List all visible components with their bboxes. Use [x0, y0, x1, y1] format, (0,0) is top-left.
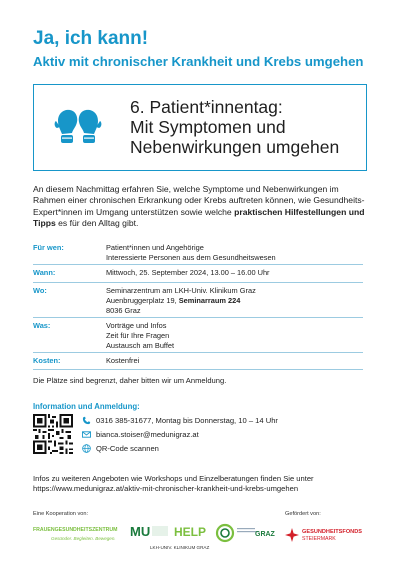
detail-value: Mittwoch, 25. September 2024, 13.00 – 16.00 Uhr	[106, 268, 270, 277]
intro-text: An diesem Nachmittag erfahren Sie, welche Symptome und Nebenwirkungen im Rahmen einer chronischen Erkrankung oder Krebs auftreten können, wie Gesundheits-Expert*innen im Umgang unterstützen sowie welche	[33, 184, 365, 217]
event-title	[130, 97, 339, 157]
mail-icon	[82, 430, 91, 439]
intro-bold: praktischen Hilfestellungen und Tipps	[33, 206, 365, 229]
logo-text: STEIERMARK	[302, 536, 336, 542]
more-info	[33, 474, 378, 494]
divider	[33, 369, 363, 370]
gesundheitsfonds-logo	[285, 522, 377, 550]
divider	[33, 282, 363, 283]
logo-tagline: Gesünder. Begleiten. Bewegen.	[51, 536, 116, 541]
event-box	[33, 84, 367, 171]
phone-icon	[82, 416, 91, 425]
detail-room: Seminarraum 224	[178, 296, 241, 306]
contact-email[interactable]	[82, 430, 199, 439]
more-info-link[interactable]: https://www.medunigraz.at/aktiv-mit-chronischer-krankheit-und-krebs-umgehen	[33, 484, 299, 493]
frauengesundheitszentrum-logo	[33, 522, 125, 550]
email-text: bianca.stoiser@medunigraz.at	[96, 430, 199, 439]
qr-code[interactable]	[33, 414, 73, 454]
detail-label: Was:	[33, 321, 51, 330]
contact-qr[interactable]	[82, 444, 159, 453]
detail-line	[106, 296, 366, 306]
lkh-klinikum-logo	[130, 522, 210, 550]
detail-value	[106, 243, 366, 263]
globe-icon	[82, 444, 91, 453]
detail-label: Wo:	[33, 286, 47, 295]
detail-label: Kosten:	[33, 356, 61, 365]
event-title-line: Mit Symptomen und	[130, 117, 286, 137]
intro-paragraph	[33, 184, 373, 230]
event-title-line: 6. Patient*innentag:	[130, 97, 283, 117]
ccc-graz-logo	[215, 522, 280, 550]
divider	[33, 264, 363, 265]
divider	[33, 352, 363, 353]
detail-value	[106, 321, 366, 352]
funding-label: Gefördert von:	[285, 511, 321, 517]
logo-text: LKH-UNIV. KLINIKUM GRAZ	[150, 545, 210, 550]
contact-phone[interactable]	[82, 416, 278, 425]
logo-text: GESUNDHEITSFONDS	[302, 529, 362, 535]
contact-heading: Information und Anmeldung:	[33, 402, 140, 411]
detail-line: 8036 Graz	[106, 306, 141, 316]
intro-tail: es für den Alltag gibt.	[55, 218, 139, 229]
page-subtitle: Aktiv mit chronischer Krankheit und Krebs umgehen	[33, 54, 364, 69]
cooperation-label: Eine Kooperation von:	[33, 511, 89, 517]
detail-line: Austausch am Buffet	[106, 341, 175, 351]
detail-line: Patient*innen und Angehörige	[106, 243, 204, 252]
svg-text:HELP: HELP	[174, 525, 207, 539]
star-cross-icon	[285, 528, 299, 542]
qr-text: QR-Code scannen	[96, 444, 159, 453]
detail-line: Vorträge und Infos	[106, 321, 167, 330]
detail-label: Für wen:	[33, 243, 64, 252]
logo-text: GRAZ	[255, 531, 275, 538]
detail-value	[106, 286, 366, 317]
svg-text:MU: MU	[130, 524, 151, 539]
event-title-line: Nebenwirkungen umgehen	[130, 137, 340, 157]
detail-text: Auenbruggerplatz 19,	[106, 296, 179, 306]
registration-notice: Die Plätze sind begrenzt, daher bitten wir um Anmeldung.	[33, 376, 227, 385]
boxing-gloves-icon	[52, 107, 104, 151]
lkh-logo-mark	[130, 522, 210, 540]
detail-line: Zeit für Ihre Fragen	[106, 331, 170, 341]
logo-text: FRAUENGESUNDHEITSZENTRUM	[33, 527, 118, 533]
divider	[33, 317, 363, 318]
detail-value: Kostenfrei	[106, 356, 140, 365]
more-info-text: Infos zu weiteren Angeboten wie Workshops und Einzelberatungen finden Sie unter	[33, 474, 314, 483]
detail-line: Interessierte Personen aus dem Gesundheitswesen	[106, 253, 276, 263]
page-title: Ja, ich kann!	[33, 28, 149, 49]
detail-label: Wann:	[33, 268, 56, 277]
phone-text: 0316 385-31677, Montag bis Donnerstag, 10 – 14 Uhr	[96, 416, 278, 425]
detail-line: Seminarzentrum am LKH-Univ. Klinikum Graz	[106, 286, 256, 295]
